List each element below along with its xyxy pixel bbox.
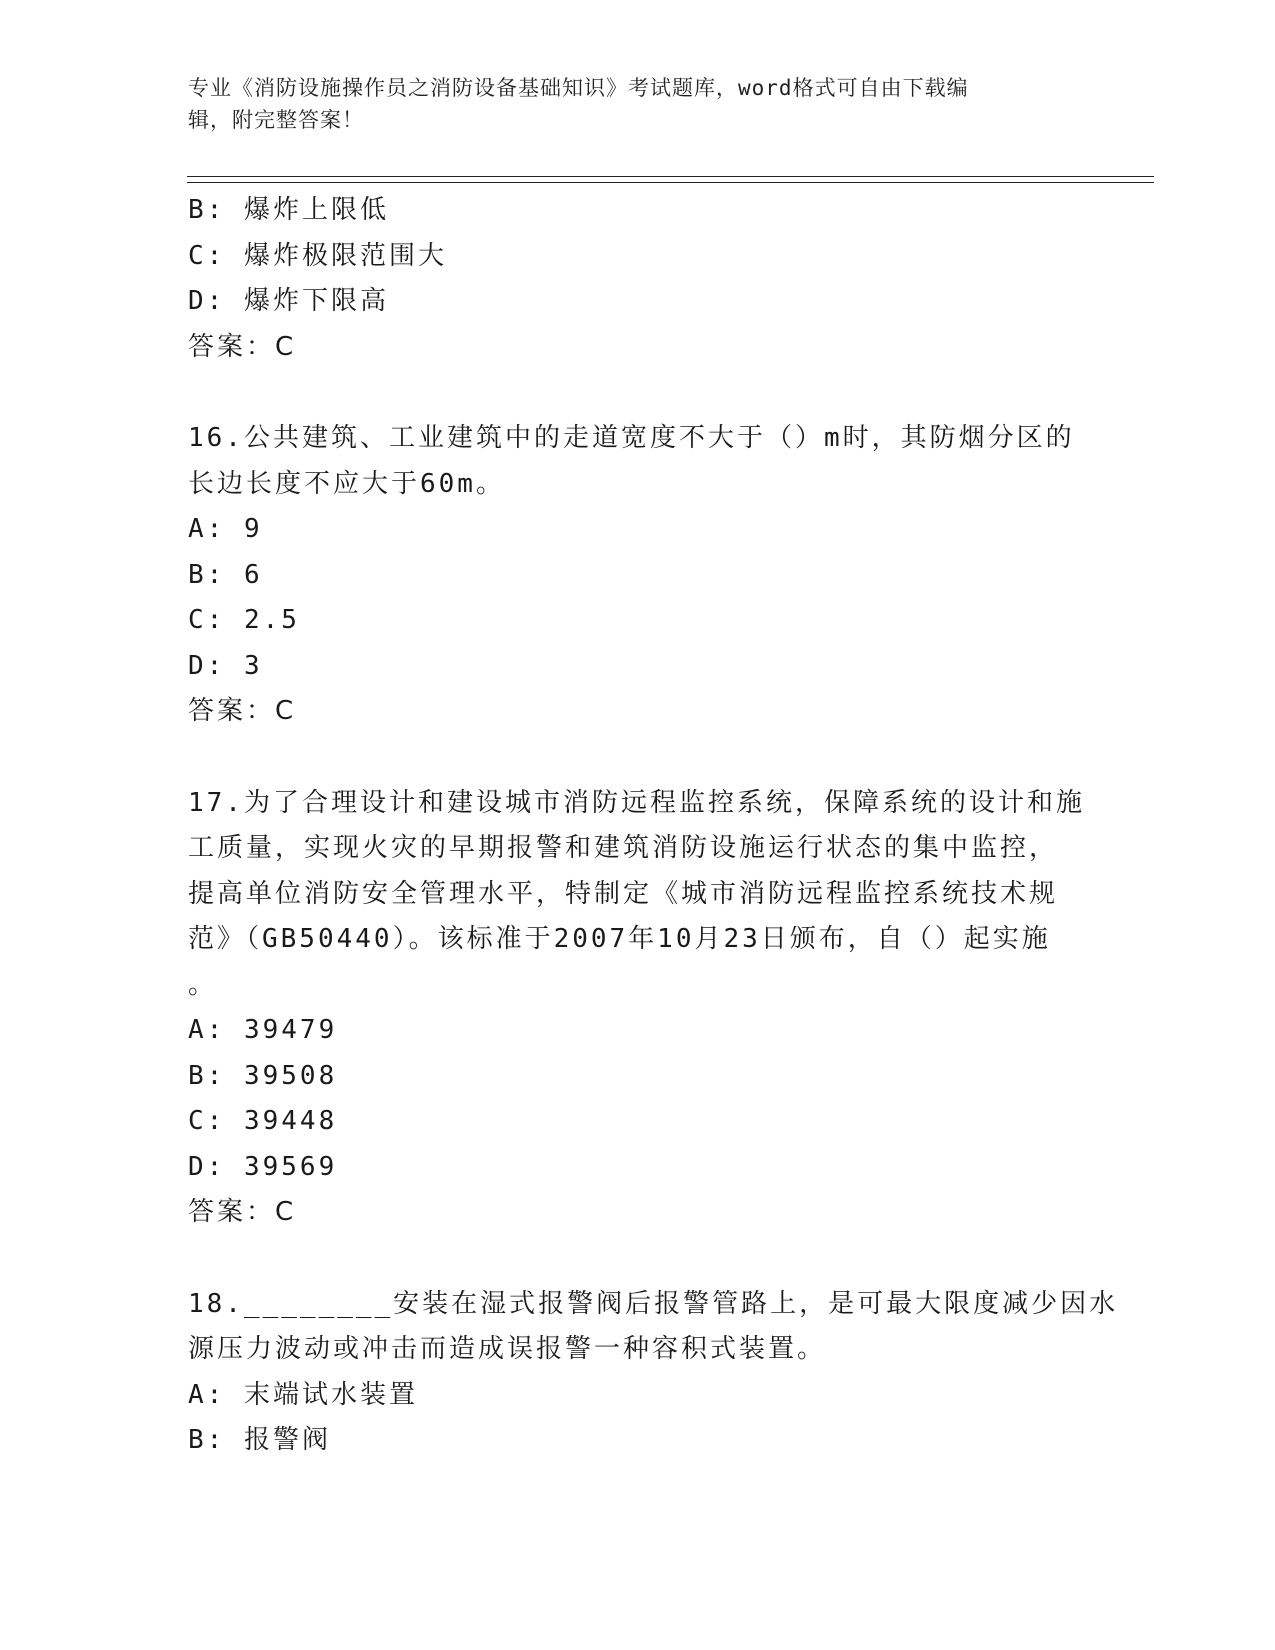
- question-stem: 源压力波动或冲击而造成误报警一种容积式装置。: [188, 1334, 827, 1364]
- header-rule-top: [187, 176, 1154, 177]
- document-header: [188, 72, 1078, 136]
- question-stem: 17.为了合理设计和建设城市消防远程监控系统，保障系统的设计和施: [188, 787, 1085, 818]
- option-c: C: 爆炸极限范围大: [188, 240, 447, 271]
- option-d: D: 3: [188, 650, 263, 681]
- option-b: B: 6: [188, 559, 263, 590]
- option-b: B: 爆炸上限低: [188, 195, 389, 225]
- question-16: [188, 416, 1088, 735]
- header-rule-bottom: [187, 182, 1154, 183]
- option-d: D: 爆炸下限高: [188, 286, 389, 316]
- answer: 答案：C: [188, 1197, 297, 1227]
- option-a: A: 9: [188, 514, 263, 544]
- question-list: [188, 188, 1119, 1464]
- answer: 答案：C: [188, 331, 297, 362]
- option-d: D: 39569: [188, 1151, 338, 1182]
- option-c: C: 2.5: [188, 605, 300, 635]
- question-17: [188, 781, 1088, 1236]
- question-stem: 18.________安装在湿式报警阀后报警管路上，是可最大限度减少因水: [188, 1288, 1119, 1319]
- question-stem: 。: [188, 969, 218, 1000]
- option-c: C: 39448: [188, 1106, 338, 1136]
- question-stem: 工质量，实现火灾的早期报警和建筑消防设施运行状态的集中监控，: [188, 833, 1059, 863]
- option-a: A: 末端试水装置: [188, 1379, 418, 1410]
- question-stem: 提高单位消防安全管理水平，特制定《城市消防远程监控系统技术规: [188, 878, 1059, 909]
- header-line-2: 辑，附完整答案！: [188, 108, 364, 132]
- question-stem: 16.公共建筑、工业建筑中的走道宽度不大于（）m时，其防烟分区的: [188, 423, 1075, 453]
- header-line-1: 专业《消防设施操作员之消防设备基础知识》考试题库，word格式可自由下载编: [188, 76, 969, 100]
- option-b: B: 39508: [188, 1060, 338, 1091]
- question-18: [188, 1282, 1119, 1464]
- question-stem: 范》（GB50440）。该标准于2007年10月23日颁布，自（）起实施: [188, 924, 1051, 954]
- question-15-tail: [188, 188, 1088, 370]
- option-a: A: 39479: [188, 1015, 338, 1045]
- option-b: B: 报警阀: [188, 1425, 331, 1455]
- question-stem: 长边长度不应大于60m。: [188, 468, 505, 499]
- answer: 答案：C: [188, 696, 297, 726]
